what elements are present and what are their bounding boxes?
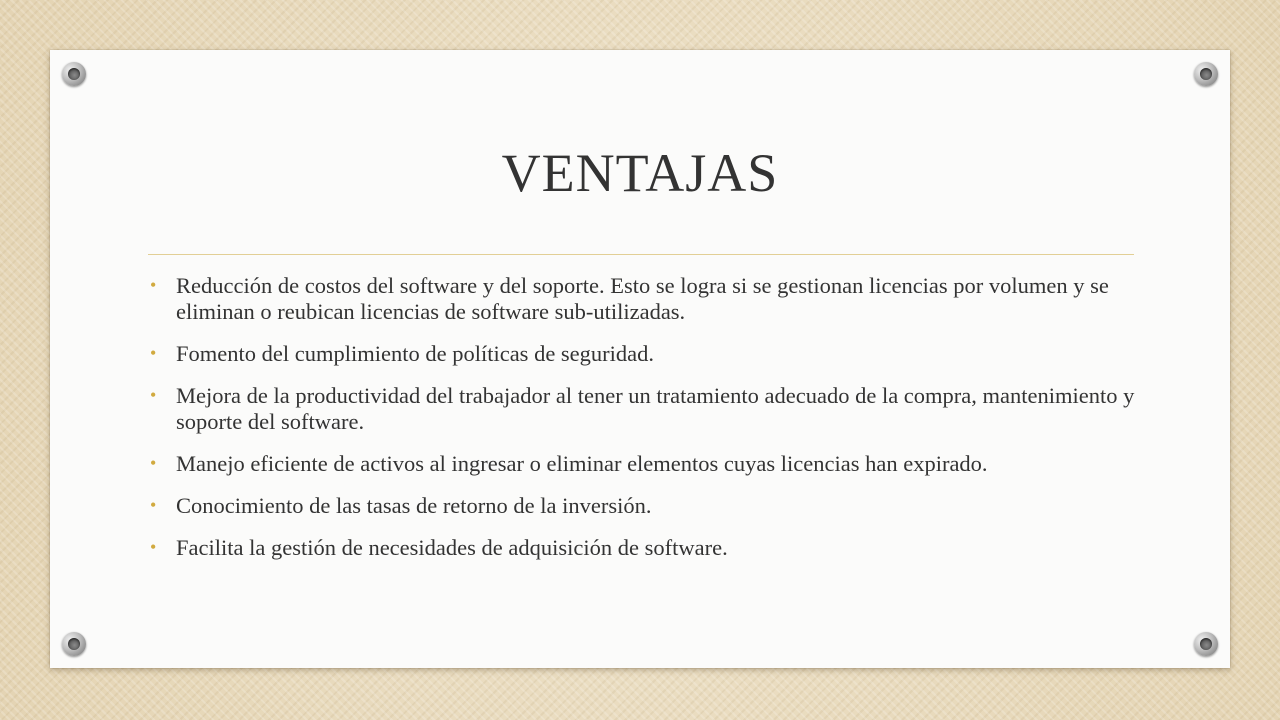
bullet-item — [150, 273, 1140, 325]
bullet-text: Conocimiento de las tasas de retorno de la inversión. — [176, 493, 652, 518]
bullet-dot-icon: • — [150, 385, 157, 405]
bullet-item — [150, 451, 1140, 477]
bullet-dot-icon: • — [150, 453, 157, 473]
grommet-bottom-right-icon — [1194, 632, 1218, 656]
bullet-text: Facilita la gestión de necesidades de adquisición de software. — [176, 535, 728, 560]
bullet-text: Mejora de la productividad del trabajador al tener un tratamiento adecuado de la compra, mantenimiento y soporte del software. — [176, 383, 1135, 434]
slide-card — [50, 50, 1230, 668]
grommet-bottom-left-icon — [62, 632, 86, 656]
bullet-list — [150, 273, 1140, 577]
title-divider — [148, 254, 1134, 255]
bullet-text: Reducción de costos del software y del soporte. Esto se logra si se gestionan licencias por volumen y se eliminan o reubican licencias de software sub-utilizadas. — [176, 273, 1109, 324]
bullet-item — [150, 493, 1140, 519]
grommet-top-left-icon — [62, 62, 86, 86]
bullet-dot-icon: • — [150, 343, 157, 363]
bullet-item — [150, 383, 1140, 435]
bullet-text: Manejo eficiente de activos al ingresar o eliminar elementos cuyas licencias han expirado. — [176, 451, 988, 476]
slide-title: VENTAJAS — [501, 143, 779, 203]
bullet-item — [150, 535, 1140, 561]
bullet-dot-icon: • — [150, 495, 157, 515]
bullet-dot-icon: • — [150, 537, 157, 557]
bullet-text: Fomento del cumplimiento de políticas de seguridad. — [176, 341, 655, 366]
bullet-dot-icon: • — [150, 275, 157, 295]
bullet-item — [150, 341, 1140, 367]
grommet-top-right-icon — [1194, 62, 1218, 86]
